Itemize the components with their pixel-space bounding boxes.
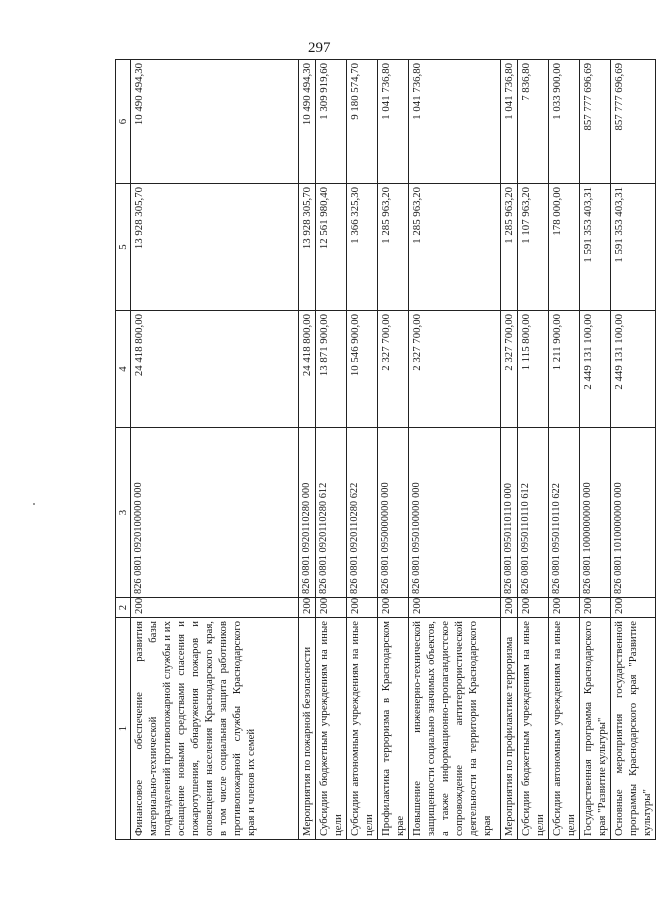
row-name: Финансовое обеспечение развития материально-технической базы подразделений противопожарной службы и их оснащение новыми средствами спасения и пожаротушения, обнаружения пожаров и оповещения населения Краснодарского края, в том числе социальная защита работников противопожарной службы Краснодарского края и членов их семей: [131, 618, 299, 840]
table-row: [409, 60, 501, 840]
row-value-5: 178 000,00: [549, 184, 580, 311]
table-row: [347, 60, 378, 840]
row-value-4: 1 211 900,00: [549, 311, 580, 428]
row-value-4: 2 327 700,00: [409, 311, 501, 428]
row-value-4: 2 327 700,00: [501, 311, 518, 428]
row-value-4: 2 449 131 100,00: [580, 311, 611, 428]
row-code: 200: [316, 598, 347, 618]
rotated-table-container: [115, 60, 653, 840]
row-value-6: 10 490 494,30: [131, 60, 299, 184]
row-value-6: 1 033 900,00: [549, 60, 580, 184]
row-value-6: 1 041 736,80: [501, 60, 518, 184]
row-kbk: 826 0801 0920110280 612: [316, 428, 347, 598]
table-header-row: [116, 60, 131, 840]
row-value-5: 1 285 963,20: [378, 184, 409, 311]
row-kbk: 826 0801 0950110110 000: [501, 428, 518, 598]
row-kbk: 826 0801 0920110280 622: [347, 428, 378, 598]
row-name: Мероприятия по профилактике терроризма: [501, 618, 518, 840]
row-value-5: 1 285 963,20: [409, 184, 501, 311]
row-value-6: 857 777 696,69: [580, 60, 611, 184]
table-row: [580, 60, 611, 840]
row-code: 200: [131, 598, 299, 618]
table-row: [378, 60, 409, 840]
row-value-5: 12 561 980,40: [316, 184, 347, 311]
row-value-5: 13 928 305,70: [299, 184, 316, 311]
header-col-6: 6: [116, 60, 131, 184]
row-name: Профилактика терроризма в Краснодарском крае: [378, 618, 409, 840]
row-value-4: 24 418 800,00: [131, 311, 299, 428]
row-kbk: 826 0801 0950110110 622: [549, 428, 580, 598]
row-value-5: 1 591 353 403,31: [611, 184, 656, 311]
row-name: Субсидии автономным учреждениям на иные цели: [549, 618, 580, 840]
scan-speck: [33, 503, 35, 505]
row-kbk: 826 0801 0920110280 000: [299, 428, 316, 598]
table-row: [501, 60, 518, 840]
table-row: [518, 60, 549, 840]
row-value-5: 1 107 963,20: [518, 184, 549, 311]
row-value-6: 1 309 919,60: [316, 60, 347, 184]
row-value-5: 1 591 353 403,31: [580, 184, 611, 311]
header-col-1: 1: [116, 618, 131, 840]
header-col-3: 3: [116, 428, 131, 598]
row-value-4: 2 327 700,00: [378, 311, 409, 428]
row-value-6: 857 777 696,69: [611, 60, 656, 184]
header-col-4: 4: [116, 311, 131, 428]
table-row: [549, 60, 580, 840]
header-col-2: 2: [116, 598, 131, 618]
header-col-5: 5: [116, 184, 131, 311]
row-kbk: 826 0801 1010000000 000: [611, 428, 656, 598]
table-row: [316, 60, 347, 840]
row-value-5: 13 928 305,70: [131, 184, 299, 311]
row-name: Повышение инженерно-технической защищенности социально значимых объектов, а также информационно-пропагандистское сопровождение антитеррористической деятельности на территории Краснодарского края: [409, 618, 501, 840]
row-value-4: 13 871 900,00: [316, 311, 347, 428]
row-code: 200: [409, 598, 501, 618]
row-value-4: 10 546 900,00: [347, 311, 378, 428]
table-row: [299, 60, 316, 840]
row-name: Государственная программа Краснодарского края "Развитие культуры": [580, 618, 611, 840]
row-value-5: 1 366 325,30: [347, 184, 378, 311]
page-number: 297: [308, 40, 331, 56]
row-name: Субсидии автономным учреждениям на иные цели: [347, 618, 378, 840]
row-code: 200: [611, 598, 656, 618]
row-name: Субсидии бюджетным учреждениям на иные цели: [518, 618, 549, 840]
table-row: [611, 60, 656, 840]
row-kbk: 826 0801 0950110110 612: [518, 428, 549, 598]
row-code: 200: [378, 598, 409, 618]
row-code: 200: [518, 598, 549, 618]
row-code: 200: [580, 598, 611, 618]
row-code: 200: [299, 598, 316, 618]
row-kbk: 826 0801 0950100000 000: [409, 428, 501, 598]
row-value-6: 1 041 736,80: [378, 60, 409, 184]
row-value-4: 24 418 800,00: [299, 311, 316, 428]
row-value-6: 7 836,80: [518, 60, 549, 184]
row-code: 200: [347, 598, 378, 618]
row-kbk: 826 0801 1000000000 000: [580, 428, 611, 598]
row-value-4: 2 449 131 100,00: [611, 311, 656, 428]
row-kbk: 826 0801 0920100000 000: [131, 428, 299, 598]
row-name: Мероприятия по пожарной безопасности: [299, 618, 316, 840]
table-row: [131, 60, 299, 840]
row-kbk: 826 0801 0950000000 000: [378, 428, 409, 598]
row-value-6: 10 490 494,30: [299, 60, 316, 184]
row-value-6: 1 041 736,80: [409, 60, 501, 184]
row-code: 200: [549, 598, 580, 618]
row-value-6: 9 180 574,70: [347, 60, 378, 184]
row-name: Субсидии бюджетным учреждениям на иные цели: [316, 618, 347, 840]
row-value-5: 1 285 963,20: [501, 184, 518, 311]
row-code: 200: [501, 598, 518, 618]
budget-table: [115, 59, 656, 840]
row-name: Основные мероприятия государственной программы Краснодарского края "Развитие культуры": [611, 618, 656, 840]
row-value-4: 1 115 800,00: [518, 311, 549, 428]
